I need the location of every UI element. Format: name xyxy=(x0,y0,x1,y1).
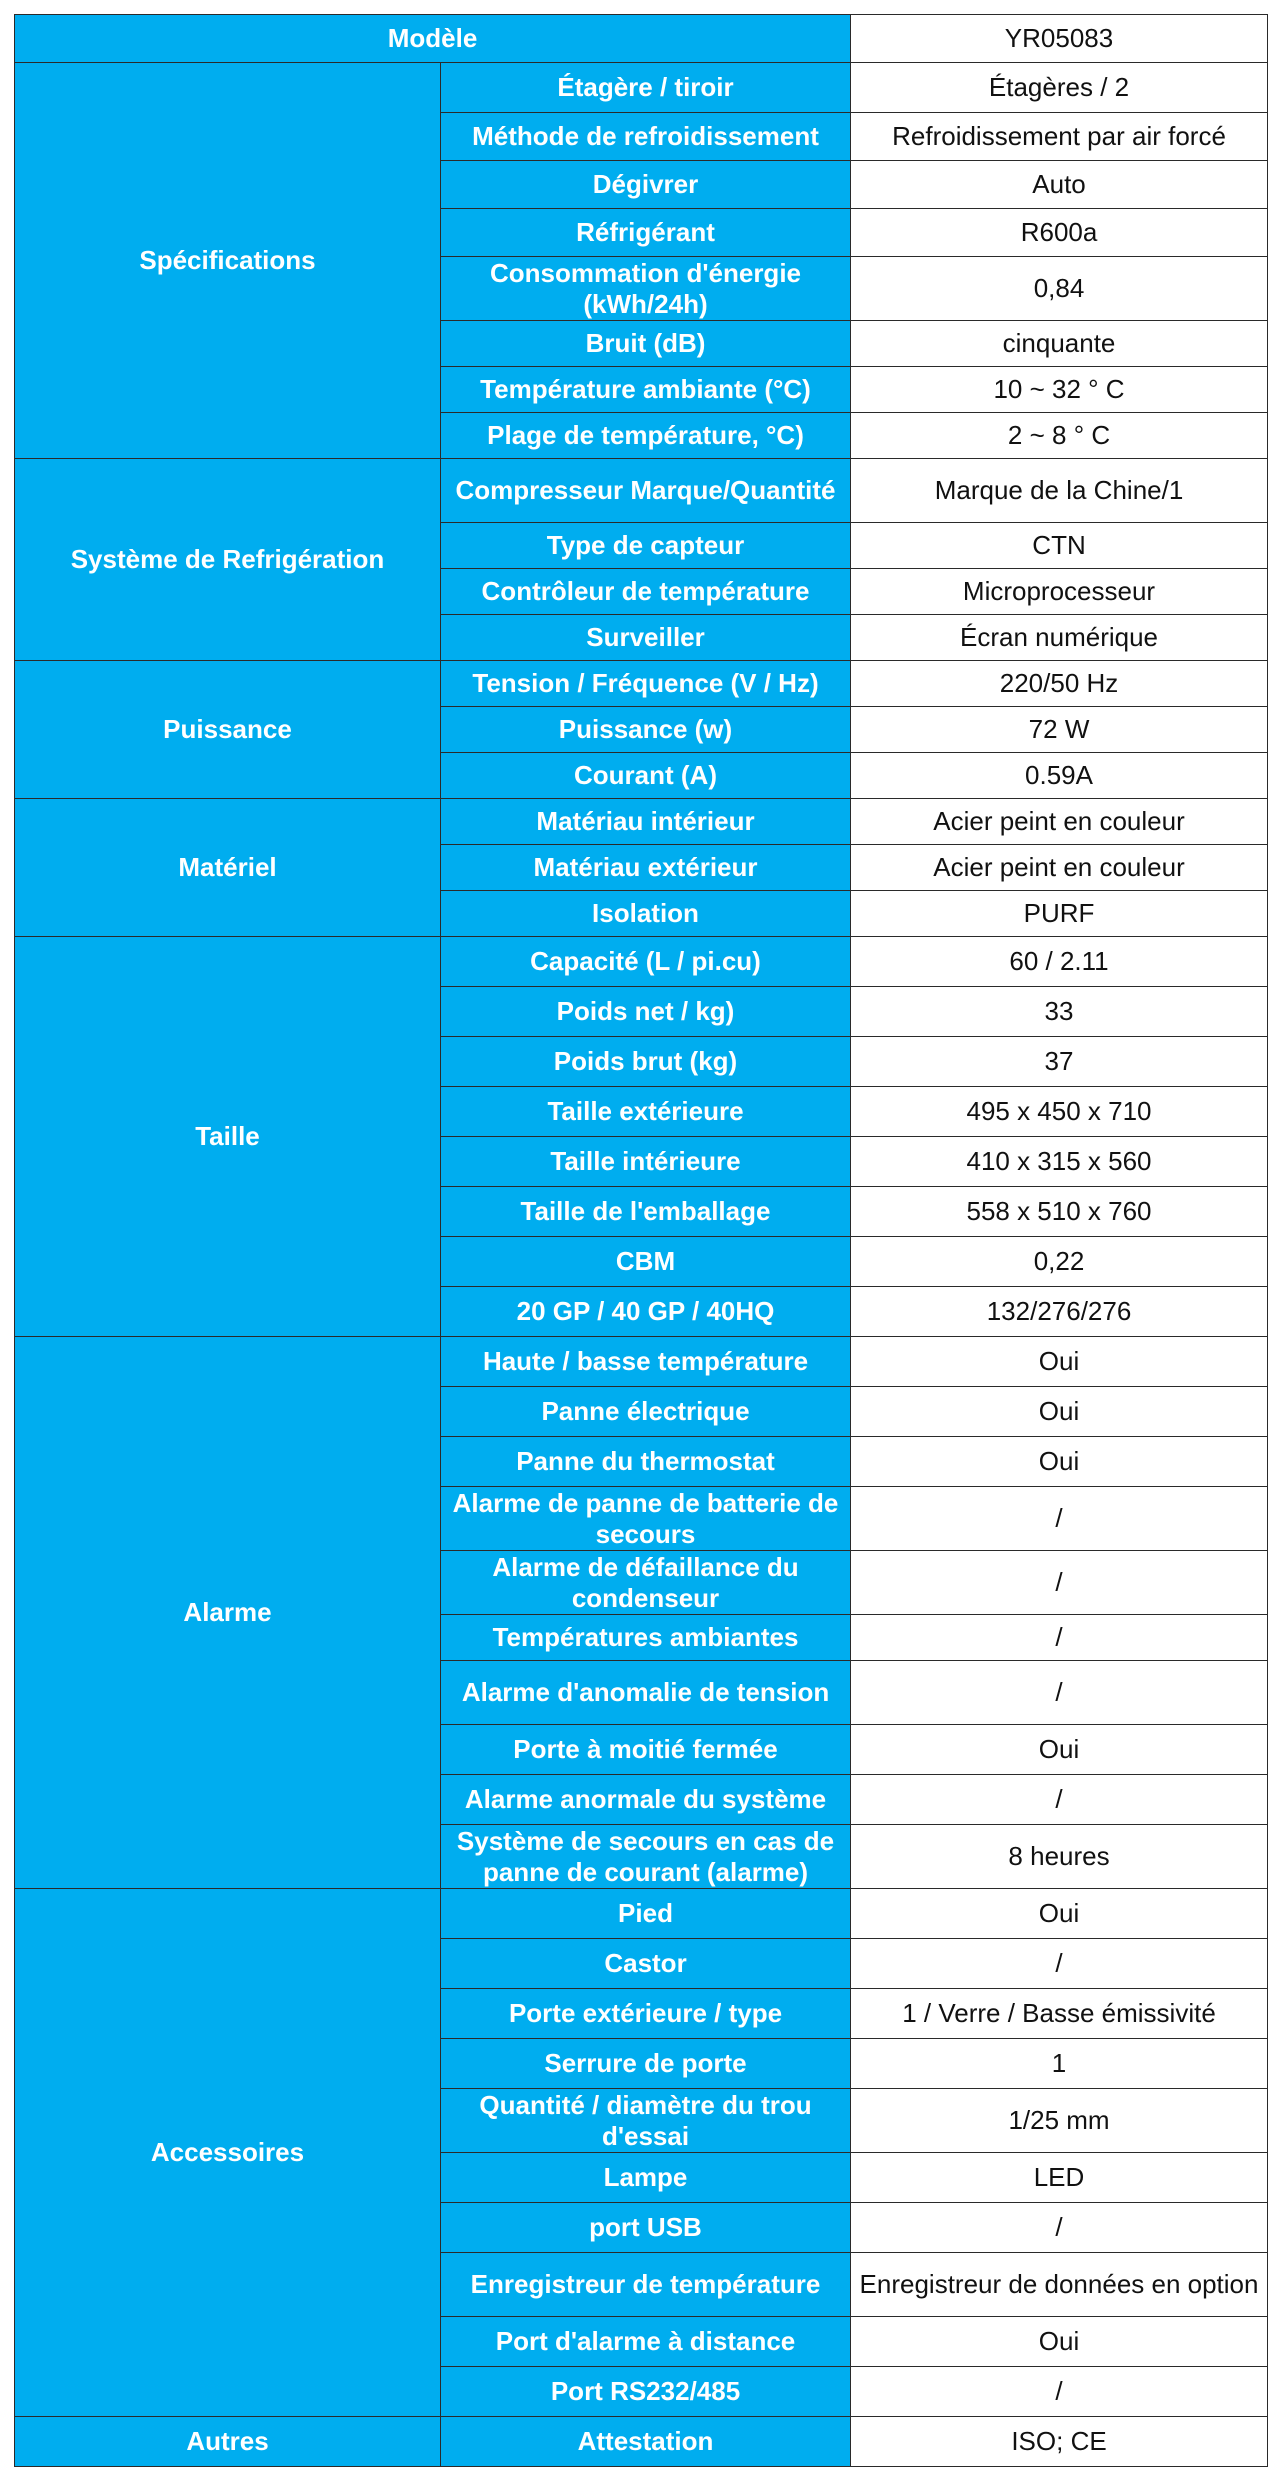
section-label: Alarme xyxy=(15,1337,441,1889)
spec-value: Oui xyxy=(851,2317,1268,2367)
header-row xyxy=(15,15,1268,63)
spec-label: Plage de température, °C) xyxy=(441,413,851,459)
spec-label: Porte à moitié fermée xyxy=(441,1725,851,1775)
spec-label: Système de secours en cas de panne de courant (alarme) xyxy=(441,1825,851,1889)
section-label: Système de Refrigération xyxy=(15,459,441,661)
spec-label: Port d'alarme à distance xyxy=(441,2317,851,2367)
spec-label: Alarme de défaillance du condenseur xyxy=(441,1551,851,1615)
spec-value: 1 xyxy=(851,2039,1268,2089)
spec-row xyxy=(15,63,1268,113)
spec-label: Haute / basse température xyxy=(441,1337,851,1387)
spec-value: Microprocesseur xyxy=(851,569,1268,615)
spec-label: Méthode de refroidissement xyxy=(441,113,851,161)
spec-row xyxy=(15,937,1268,987)
spec-label: Consommation d'énergie (kWh/24h) xyxy=(441,257,851,321)
spec-value: / xyxy=(851,2203,1268,2253)
spec-row xyxy=(15,1889,1268,1939)
model-value: YR05083 xyxy=(851,15,1268,63)
spec-label: Température ambiante (°C) xyxy=(441,367,851,413)
section-label: Matériel xyxy=(15,799,441,937)
spec-label: Tension / Fréquence (V / Hz) xyxy=(441,661,851,707)
spec-label: Capacité (L / pi.cu) xyxy=(441,937,851,987)
spec-label: Isolation xyxy=(441,891,851,937)
spec-value: Marque de la Chine/1 xyxy=(851,459,1268,523)
spec-value: 72 W xyxy=(851,707,1268,753)
spec-label: Panne électrique xyxy=(441,1387,851,1437)
spec-value: 33 xyxy=(851,987,1268,1037)
section-label: Puissance xyxy=(15,661,441,799)
spec-label: Températures ambiantes xyxy=(441,1615,851,1661)
spec-value: / xyxy=(851,1615,1268,1661)
spec-value: 2 ~ 8 ° C xyxy=(851,413,1268,459)
spec-label: Matériau intérieur xyxy=(441,799,851,845)
spec-value: 220/50 Hz xyxy=(851,661,1268,707)
spec-label: CBM xyxy=(441,1237,851,1287)
spec-value: 37 xyxy=(851,1037,1268,1087)
spec-value: 1/25 mm xyxy=(851,2089,1268,2153)
spec-label: Type de capteur xyxy=(441,523,851,569)
spec-value: Auto xyxy=(851,161,1268,209)
spec-value: PURF xyxy=(851,891,1268,937)
spec-value: 495 x 450 x 710 xyxy=(851,1087,1268,1137)
spec-label: Taille intérieure xyxy=(441,1137,851,1187)
section-label: Spécifications xyxy=(15,63,441,459)
spec-value: ISO; CE xyxy=(851,2417,1268,2467)
spec-label: Taille de l'emballage xyxy=(441,1187,851,1237)
spec-table-body xyxy=(15,15,1268,2467)
spec-label: Serrure de porte xyxy=(441,2039,851,2089)
spec-label: Courant (A) xyxy=(441,753,851,799)
spec-label: Enregistreur de température xyxy=(441,2253,851,2317)
spec-value: 60 / 2.11 xyxy=(851,937,1268,987)
spec-label: Alarme de panne de batterie de secours xyxy=(441,1487,851,1551)
spec-value: 0.59A xyxy=(851,753,1268,799)
spec-label: Puissance (w) xyxy=(441,707,851,753)
spec-row xyxy=(15,661,1268,707)
spec-value: 410 x 315 x 560 xyxy=(851,1137,1268,1187)
spec-value: Oui xyxy=(851,1889,1268,1939)
spec-label: Pied xyxy=(441,1889,851,1939)
spec-value: Acier peint en couleur xyxy=(851,845,1268,891)
spec-value: Oui xyxy=(851,1437,1268,1487)
spec-label: 20 GP / 40 GP / 40HQ xyxy=(441,1287,851,1337)
spec-label: Compresseur Marque/Quantité xyxy=(441,459,851,523)
model-label: Modèle xyxy=(15,15,851,63)
spec-label: Taille extérieure xyxy=(441,1087,851,1137)
spec-value: Oui xyxy=(851,1387,1268,1437)
spec-value: Écran numérique xyxy=(851,615,1268,661)
spec-value: Enregistreur de données en option xyxy=(851,2253,1268,2317)
spec-label: Poids net / kg) xyxy=(441,987,851,1037)
spec-label: port USB xyxy=(441,2203,851,2253)
spec-label: Dégivrer xyxy=(441,161,851,209)
spec-label: Contrôleur de température xyxy=(441,569,851,615)
spec-row xyxy=(15,1337,1268,1387)
spec-value: / xyxy=(851,1775,1268,1825)
spec-value: Refroidissement par air forcé xyxy=(851,113,1268,161)
spec-value: / xyxy=(851,1661,1268,1725)
spec-label: Poids brut (kg) xyxy=(441,1037,851,1087)
spec-value: CTN xyxy=(851,523,1268,569)
spec-value: LED xyxy=(851,2153,1268,2203)
spec-label: Bruit (dB) xyxy=(441,321,851,367)
spec-label: Surveiller xyxy=(441,615,851,661)
spec-label: Attestation xyxy=(441,2417,851,2467)
spec-value: cinquante xyxy=(851,321,1268,367)
spec-row xyxy=(15,799,1268,845)
spec-value: 0,84 xyxy=(851,257,1268,321)
spec-value: Oui xyxy=(851,1337,1268,1387)
spec-value: 1 / Verre / Basse émissivité xyxy=(851,1989,1268,2039)
spec-value: 10 ~ 32 ° C xyxy=(851,367,1268,413)
spec-value: R600a xyxy=(851,209,1268,257)
spec-label: Castor xyxy=(441,1939,851,1989)
section-label: Taille xyxy=(15,937,441,1337)
spec-value: / xyxy=(851,1939,1268,1989)
spec-label: Lampe xyxy=(441,2153,851,2203)
spec-label: Quantité / diamètre du trou d'essai xyxy=(441,2089,851,2153)
spec-value: Étagères / 2 xyxy=(851,63,1268,113)
spec-label: Porte extérieure / type xyxy=(441,1989,851,2039)
section-label: Accessoires xyxy=(15,1889,441,2417)
spec-value: Acier peint en couleur xyxy=(851,799,1268,845)
spec-value: / xyxy=(851,2367,1268,2417)
spec-table xyxy=(14,14,1268,2467)
spec-label: Port RS232/485 xyxy=(441,2367,851,2417)
spec-value: 8 heures xyxy=(851,1825,1268,1889)
spec-value: / xyxy=(851,1487,1268,1551)
spec-value: 132/276/276 xyxy=(851,1287,1268,1337)
spec-value: / xyxy=(851,1551,1268,1615)
section-label: Autres xyxy=(15,2417,441,2467)
spec-label: Matériau extérieur xyxy=(441,845,851,891)
spec-label: Alarme d'anomalie de tension xyxy=(441,1661,851,1725)
spec-row xyxy=(15,459,1268,523)
spec-value: 0,22 xyxy=(851,1237,1268,1287)
spec-value: Oui xyxy=(851,1725,1268,1775)
spec-label: Panne du thermostat xyxy=(441,1437,851,1487)
spec-value: 558 x 510 x 760 xyxy=(851,1187,1268,1237)
spec-label: Réfrigérant xyxy=(441,209,851,257)
spec-row xyxy=(15,2417,1268,2467)
spec-label: Étagère / tiroir xyxy=(441,63,851,113)
spec-label: Alarme anormale du système xyxy=(441,1775,851,1825)
